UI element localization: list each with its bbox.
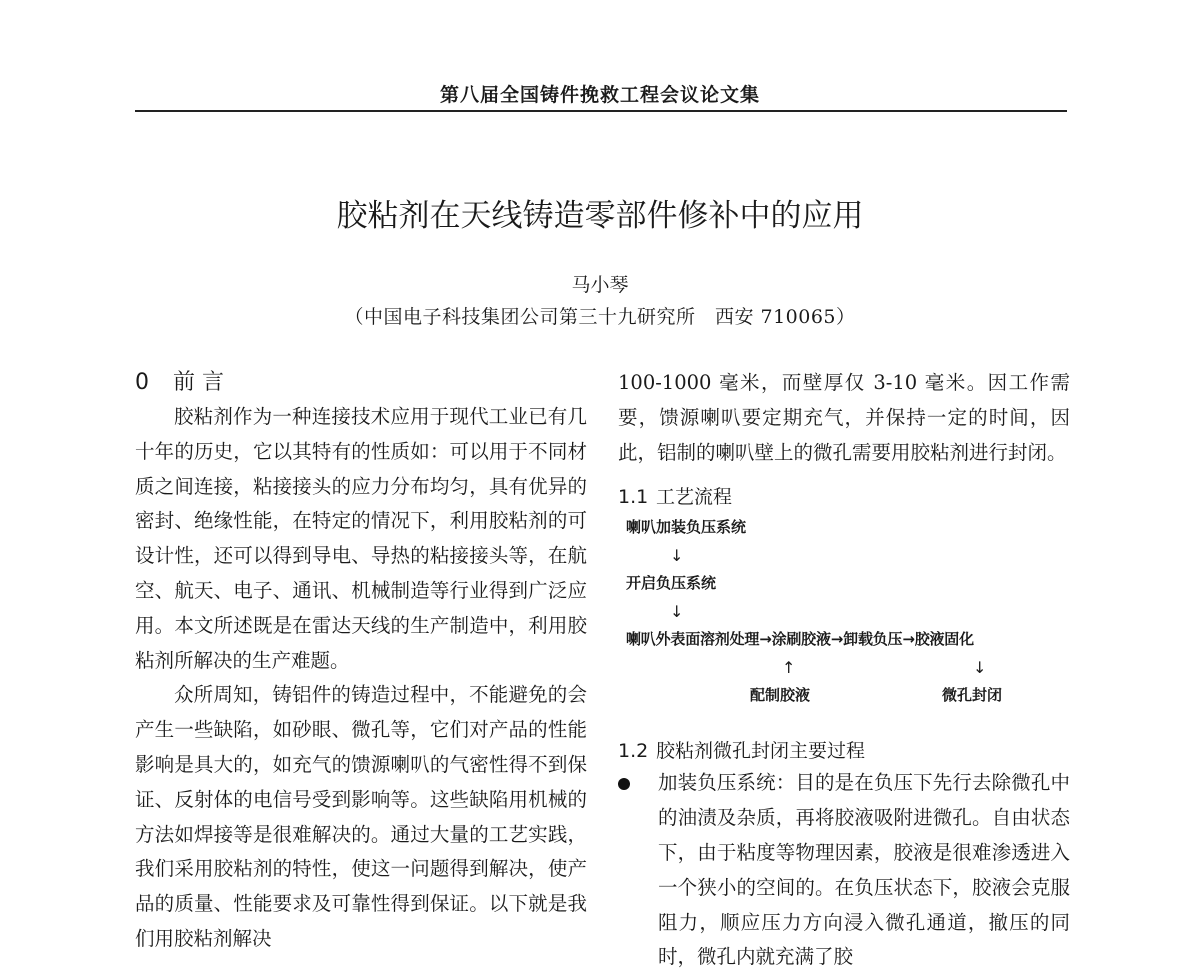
paragraph-continued: 100-1000 毫米，而壁厚仅 3-10 毫米。因工作需要，馈源喇叭要定期充气，并保持一定的时间，因此，铝制的喇叭壁上的微孔需要用胶粘剂进行封闭。 [618, 371, 1070, 464]
flow-sub-prepare-glue: 配制胶液 [750, 686, 811, 705]
section-number: 0 [135, 370, 149, 395]
flow-main-line: 喇叭外表面溶剂处理→涂刷胶液→卸载负压→胶液固化 [626, 630, 974, 649]
flow-sub-seal-pores: 微孔封闭 [942, 686, 1003, 705]
author: 马小琴 [571, 274, 629, 296]
flow-arrow-down-icon: ↓ [670, 602, 684, 622]
process-flow-diagram [618, 512, 1070, 724]
section-heading-preface [135, 366, 587, 400]
bullet-text: 加装负压系统：目的是在负压下先行去除微孔中的油渍及杂质，再将胶液吸附进微孔。自由状态下，由于粘度等物理因素，胶液是很难渗透进入一个狭小的空间的。在负压状态下，胶液会克服阻力，顺应压力方向浸入微孔通道，撤压的同时，微孔内就充满了胶 [658, 771, 1070, 969]
bullet-dot-icon [618, 778, 630, 790]
subsection-heading-main-process [618, 736, 1070, 766]
paragraph-defects: 众所周知，铸铝件的铸造过程中，不能避免的会产生一些缺陷，如砂眼、微孔等，它们对产品的性能影响是具大的，如充气的馈源喇叭的气密性得不到保证、反射体的电信号受到影响等。这些缺陷用机械的方法如焊接等是很难解决的。通过大量的工艺实践，我们采用胶粘剂的特性，使这一问题得到解决，使产品的质量、性能要求及可靠性得到保证。以下就是我们用胶粘剂解决 [135, 683, 587, 950]
header-rule [135, 110, 1067, 112]
section-title: 前 言 [173, 370, 224, 395]
subsection-heading-process-flow [618, 482, 1070, 512]
subsection-number: 1.1 [618, 486, 649, 509]
flow-step-install-vacuum: 喇叭加装负压系统 [626, 518, 747, 537]
flow-arrow-down-icon: ↓ [670, 546, 684, 566]
bullet-item [618, 766, 1070, 975]
paper-title: 胶粘剂在天线铸造零部件修补中的应用 [336, 198, 864, 234]
paragraph-intro: 胶粘剂作为一种连接技术应用于现代工业已有几十年的历史，它以其特有的性质如：可以用于不同材质之间连接，粘接接头的应力分布均匀，具有优异的密封、绝缘性能，在特定的情况下，利用胶粘剂的可设计性，还可以得到导电、导热的粘接接头等，在航空、航天、电子、通讯、机械制造等行业得到广泛应用。本文所述既是在雷达天线的生产制造中，利用胶粘剂所解决的生产难题。 [135, 405, 587, 672]
flow-arrow-down-icon: ↓ [973, 658, 987, 678]
right-column [618, 366, 1070, 975]
running-header: 第八届全国铸件挽救工程会议论文集 [439, 84, 760, 106]
subsection-number: 1.2 [618, 740, 649, 763]
subsection-title: 工艺流程 [656, 486, 733, 509]
flow-arrow-up-icon: ↑ [782, 658, 796, 678]
left-column [135, 366, 587, 957]
affiliation: （中国电子科技集团公司第三十九研究所 西安 710065） [344, 306, 856, 328]
subsection-title: 胶粘剂微孔封闭主要过程 [656, 740, 866, 763]
flow-step-open-vacuum: 开启负压系统 [626, 574, 717, 593]
